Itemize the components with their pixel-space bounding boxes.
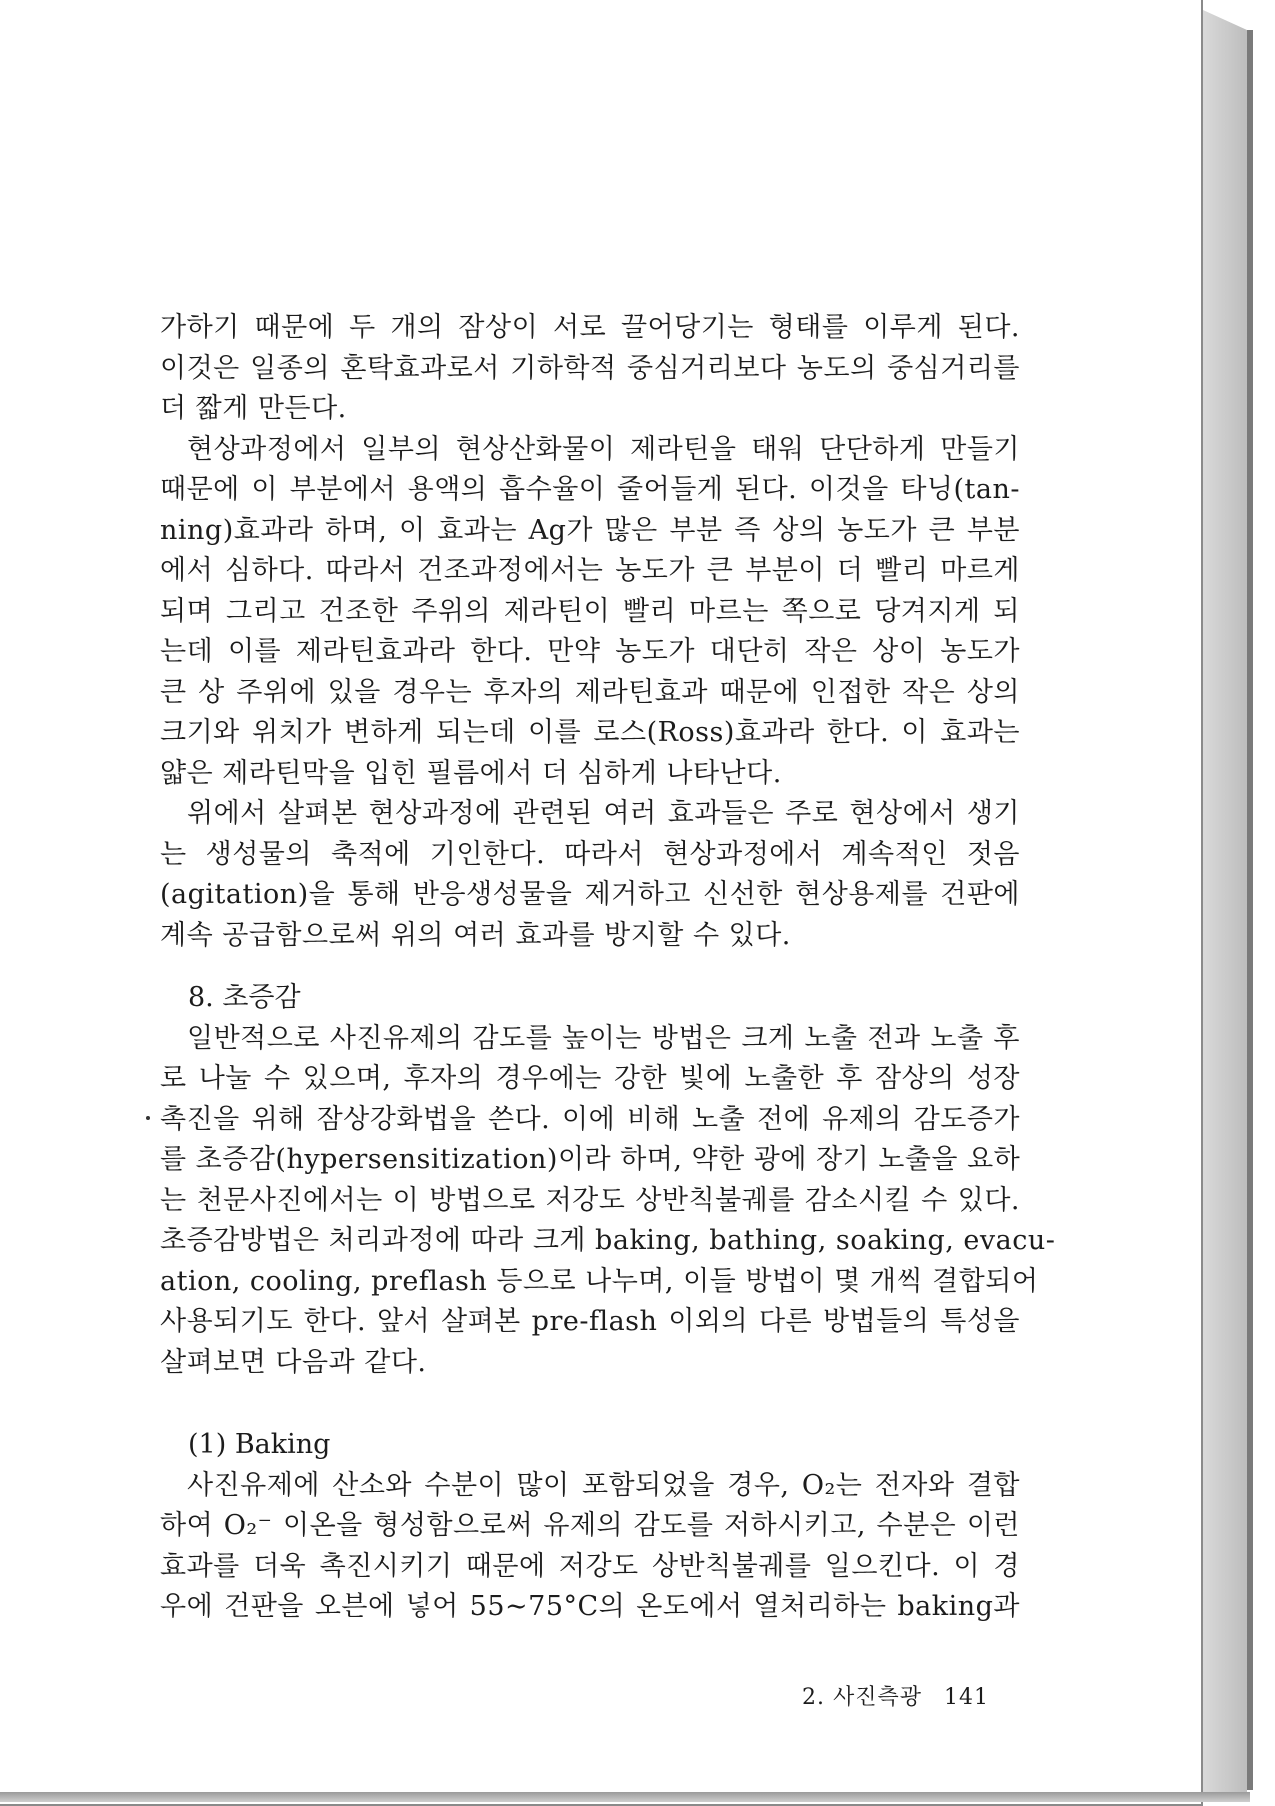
text-line: 계속 공급함으로써 위의 여러 효과를 방지할 수 있다. [160, 919, 791, 951]
text-line: 크기와 위치가 변하게 되는데 이를 로스(Ross)효과라 한다. 이 효과는 [160, 717, 1020, 748]
text-line: 현상과정에서 일부의 현상산화물이 제라틴을 태워 단단하게 만들기 [187, 433, 1020, 465]
text-line: 더 짧게 만든다. [160, 393, 347, 424]
text-line: 초증감방법은 처리과정에 따라 크게 baking, bathing, soaking, evacu- [160, 1225, 1056, 1256]
text-line: 하여 O₂⁻ 이온을 형성함으로써 유제의 감도를 저하시키고, 수분은 이런 [160, 1510, 1020, 1541]
text-line: 촉진을 위해 잠상강화법을 쓴다. 이에 비해 노출 전에 유제의 감도증가 [160, 1103, 1020, 1135]
text-line: 이것은 일종의 혼탁효과로서 기하학적 중심거리보다 농도의 중심거리를 [160, 352, 1020, 384]
text-line: 위에서 살펴본 현상과정에 관련된 여러 효과들은 주로 현상에서 생기 [187, 798, 1020, 829]
baking-body [160, 1466, 1020, 1628]
page-footer [802, 1680, 1003, 1711]
text-line: 사용되기도 한다. 앞서 살펴본 pre-flash 이외의 다른 방법들의 특성을 [160, 1306, 1020, 1337]
subsection-heading-baking: (1) Baking [188, 1429, 331, 1460]
text-line: 큰 상 주위에 있을 경우는 후자의 제라틴효과 때문에 인접한 작은 상의 [160, 676, 1020, 708]
text-line: 는 천문사진에서는 이 방법으로 저강도 상반칙불궤를 감소시킬 수 있다. [160, 1184, 1020, 1216]
page-shadow [1247, 30, 1253, 1790]
section-heading-8: 8. 초증감 [188, 982, 301, 1013]
running-chapter-title: 2. 사진측광 [802, 1685, 922, 1710]
text-line: ning)효과라 하며, 이 효과는 Ag가 많은 부분 즉 상의 농도가 큰 부분 [160, 514, 1020, 546]
text-line: 일반적으로 사진유제의 감도를 높이는 방법은 크게 노출 전과 노출 후 [187, 1022, 1020, 1054]
text-line: 는데 이를 제라틴효과라 한다. 만약 농도가 대단히 작은 상이 농도가 [160, 636, 1020, 667]
text-line: 효과를 더욱 촉진시키기 때문에 저강도 상반칙불궤를 일으킨다. 이 경 [160, 1550, 1020, 1582]
print-speck [146, 1116, 150, 1120]
text-line: 는 생성물의 축적에 기인한다. 따라서 현상과정에서 계속적인 젓음 [160, 838, 1020, 870]
paragraph-2 [160, 430, 1020, 795]
text-line: (agitation)을 통해 반응생성물을 제거하고 신선한 현상용제를 건판에 [160, 879, 1020, 910]
section-8-body [160, 1019, 1056, 1384]
text-line: 우에 건판을 오븐에 넣어 55∼75°C의 온도에서 열처리하는 baking과 [160, 1591, 1020, 1622]
text-line: 살펴보면 다음과 같다. [160, 1346, 427, 1378]
body-text [160, 308, 1056, 1628]
text-line: 로 나눌 수 있으며, 후자의 경우에는 강한 빛에 노출한 후 잠상의 성장 [160, 1063, 1020, 1094]
text-line: 사진유제에 산소와 수분이 많이 포함되었을 경우, O₂는 전자와 결합 [187, 1469, 1020, 1501]
page-bottom-edge [0, 1792, 1250, 1802]
text-line: 를 초증감(hypersensitization)이라 하며, 약한 광에 장기 노출을 요하 [160, 1144, 1021, 1175]
text-line: 되며 그리고 건조한 주위의 제라틴이 빨리 마르는 쪽으로 당겨지게 되 [160, 595, 1020, 627]
paragraph-1 [160, 308, 1020, 430]
text-line: 때문에 이 부분에서 용액의 흡수율이 줄어들게 된다. 이것을 타닝(tan- [160, 474, 1020, 505]
page-number: 141 [944, 1685, 989, 1710]
text-line: ation, cooling, preflash 등으로 나누며, 이들 방법이 몇 개씩 결합되어 [160, 1265, 1039, 1297]
paragraph-3 [160, 794, 1020, 956]
text-line: 얇은 제라틴막을 입힌 필름에서 더 심하게 나타난다. [160, 757, 782, 789]
text-line: 에서 심하다. 따라서 건조과정에서는 농도가 큰 부분이 더 빨리 마르게 [160, 555, 1020, 586]
text-line: 가하기 때문에 두 개의 잠상이 서로 끌어당기는 형태를 이루게 된다. [160, 312, 1020, 343]
page-stack-edge [1203, 10, 1247, 1792]
